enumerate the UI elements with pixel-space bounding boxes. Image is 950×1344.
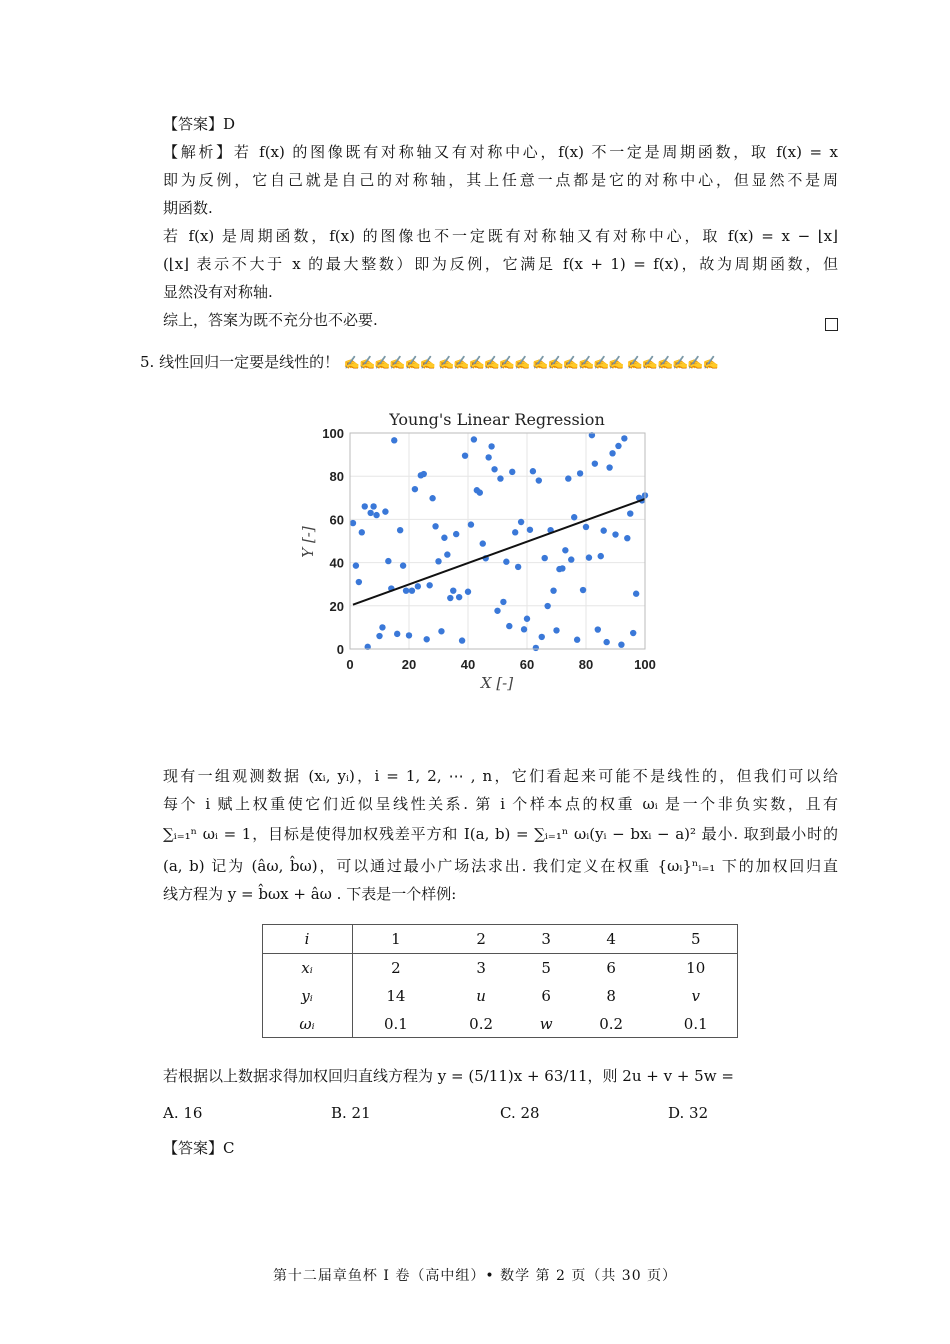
question-answer: 【答案】C — [163, 1139, 235, 1157]
table-cell: yᵢ — [262, 982, 353, 1010]
data-point — [544, 603, 550, 609]
table-header-cell: 5 — [653, 924, 738, 954]
data-point — [379, 624, 385, 630]
data-point — [362, 503, 368, 509]
x-tick-label: 0 — [346, 657, 354, 672]
data-point — [406, 632, 412, 638]
data-point — [630, 630, 636, 636]
table-cell: 5 — [541, 959, 551, 977]
data-point — [568, 556, 574, 562]
data-point — [562, 547, 568, 553]
data-point — [373, 512, 379, 518]
data-point — [515, 564, 521, 570]
table-cell: u — [476, 987, 486, 1005]
data-point — [583, 524, 589, 530]
data-point — [627, 510, 633, 516]
body-line: 每个 i 赋上权重使它们近似呈线性关系. 第 i 个样本点的权重 ωᵢ 是一个非负实数，且有 — [163, 795, 838, 813]
table-cell: 0.2 — [469, 1015, 494, 1033]
table-cell: ωᵢ — [262, 1010, 353, 1038]
x-tick-label: 40 — [460, 657, 476, 672]
data-point — [403, 587, 409, 593]
data-point — [450, 587, 456, 593]
data-point — [385, 558, 391, 564]
writing-hand-icons: ✍✍✍✍✍✍ ✍✍✍✍✍✍ ✍✍✍✍✍✍ ✍✍✍✍✍✍ — [343, 356, 718, 371]
analysis-line: 综上，答案为既不充分也不必要. — [163, 311, 378, 329]
data-point — [601, 527, 607, 533]
data-point — [530, 468, 536, 474]
table-cell: 10 — [686, 959, 706, 977]
option-d[interactable]: D. 32 — [668, 1104, 709, 1122]
data-point — [550, 587, 556, 593]
data-point — [485, 454, 491, 460]
data-point — [453, 531, 459, 537]
data-point — [468, 521, 474, 527]
data-point — [595, 626, 601, 632]
data-point — [424, 636, 430, 642]
table-cell: 0.2 — [599, 1015, 624, 1033]
data-point — [494, 608, 500, 614]
table-cell: xᵢ — [262, 954, 353, 983]
table-row — [262, 954, 738, 983]
x-tick-label: 60 — [519, 657, 535, 672]
data-point — [438, 628, 444, 634]
data-point — [565, 475, 571, 481]
body-line: ∑ᵢ₌₁ⁿ ωᵢ = 1，目标是使得加权残差平方和 I(a, b) = ∑ᵢ₌₁ⁿ ωᵢ(yᵢ − bxᵢ − a)² 最小. 取到最小时的 — [163, 825, 838, 843]
data-point — [367, 510, 373, 516]
x-tick-label: 100 — [634, 657, 656, 672]
data-point — [527, 527, 533, 533]
data-point — [533, 645, 539, 651]
table-header-cell: 3 — [523, 924, 569, 954]
table-header-cell: 4 — [569, 924, 654, 954]
page-footer: 第十二届章鱼杯 I 卷（高中组）• 数学 第 2 页（共 30 页） — [272, 1268, 678, 1284]
data-point — [456, 594, 462, 600]
data-point — [612, 531, 618, 537]
data-point — [400, 562, 406, 568]
body-line: 线方程为 y = b̂ωx + âω . 下表是一个样例: — [163, 885, 457, 903]
regression-line — [353, 499, 645, 605]
data-point — [359, 529, 365, 535]
table-cell: 8 — [606, 987, 616, 1005]
data-point — [571, 514, 577, 520]
x-axis-label: X [-] — [480, 674, 514, 692]
data-point — [539, 634, 545, 640]
analysis-line: 即为反例，它自己就是自己的对称轴，其上任意一点都是它的对称中心，但显然不是周 — [163, 171, 838, 189]
data-point — [586, 554, 592, 560]
data-point — [397, 527, 403, 533]
data-point — [394, 631, 400, 637]
data-point — [609, 450, 615, 456]
table-header-cell: i — [262, 924, 353, 954]
data-point — [536, 477, 542, 483]
data-point — [353, 562, 359, 568]
data-point — [621, 435, 627, 441]
table-cell: w — [539, 1015, 553, 1033]
data-point — [391, 437, 397, 443]
x-tick-label: 80 — [578, 657, 594, 672]
data-point — [429, 495, 435, 501]
data-point — [509, 469, 515, 475]
data-point — [615, 443, 621, 449]
data-point — [618, 641, 624, 647]
data-point — [415, 583, 421, 589]
data-point — [421, 471, 427, 477]
data-point — [624, 535, 630, 541]
data-point — [577, 470, 583, 476]
data-point — [580, 587, 586, 593]
chart-title: Young's Linear Regression — [389, 410, 605, 429]
y-tick-label: 0 — [336, 642, 344, 657]
data-point — [459, 637, 465, 643]
data-point — [462, 452, 468, 458]
scatter-chart — [295, 402, 665, 694]
table-cell: 6 — [606, 959, 616, 977]
question-prompt: 若根据以上数据求得加权回归直线方程为 y = (5/11)x + 63/11，则 2u + v + 5w = — [163, 1067, 734, 1085]
table-cell: 2 — [391, 959, 401, 977]
data-point — [426, 582, 432, 588]
option-c[interactable]: C. 28 — [500, 1104, 540, 1122]
table-cell: v — [691, 987, 700, 1005]
data-point — [559, 565, 565, 571]
table-header-cell: 1 — [353, 924, 439, 954]
x-tick-label: 20 — [401, 657, 417, 672]
data-point — [370, 503, 376, 509]
data-point — [432, 523, 438, 529]
data-point — [542, 555, 548, 561]
table-row — [262, 982, 738, 1010]
data-point — [409, 587, 415, 593]
body-line: 现有一组观测数据 (xᵢ, yᵢ)，i = 1, 2, ⋯ , n，它们看起来可能不是线性的，但我们可以给 — [163, 767, 838, 785]
table-cell: 3 — [476, 959, 486, 977]
data-point — [503, 559, 509, 565]
data-point — [491, 466, 497, 472]
table-cell: 6 — [541, 987, 551, 1005]
data-point — [376, 633, 382, 639]
table-cell: 0.1 — [683, 1015, 708, 1033]
data-point — [518, 519, 524, 525]
data-point — [603, 639, 609, 645]
option-a[interactable]: A. 16 — [163, 1104, 203, 1122]
data-point — [471, 436, 477, 442]
y-tick-label: 40 — [329, 555, 344, 571]
data-point — [356, 579, 362, 585]
question-title-row — [140, 352, 718, 374]
data-point — [441, 535, 447, 541]
data-point — [350, 520, 356, 526]
prev-answer: 【答案】D — [163, 115, 236, 133]
y-tick-label: 80 — [329, 469, 344, 485]
data-point — [524, 616, 530, 622]
y-tick-label: 20 — [329, 598, 344, 614]
analysis-line: 若 f(x) 是周期函数，f(x) 的图像也不一定既有对称轴又有对称中心，取 f(x) = x − ⌊x⌋ — [163, 227, 838, 245]
data-point — [465, 589, 471, 595]
data-point — [574, 637, 580, 643]
analysis-line: (⌊x⌋ 表示不大于 x 的最大整数）即为反例，它满足 f(x + 1) = f(x)，故为周期函数，但 — [163, 255, 838, 273]
data-point — [500, 599, 506, 605]
data-point — [521, 626, 527, 632]
y-tick-label: 100 — [322, 426, 344, 441]
plot-frame — [350, 433, 645, 649]
body-line: (a, b) 记为 (âω, b̂ω)，可以通过最小广场法求出. 我们定义在权重 {ωᵢ}ⁿᵢ₌₁ 下的加权回归直 — [163, 857, 838, 875]
data-point — [382, 508, 388, 514]
table-header-row — [262, 924, 738, 954]
table-cell: 14 — [386, 987, 406, 1005]
table-row — [262, 1010, 738, 1038]
data-point — [444, 551, 450, 557]
data-point — [488, 443, 494, 449]
table-cell: 0.1 — [383, 1015, 408, 1033]
question-title: 5. 线性回归一定要是线性的！ — [140, 353, 340, 371]
data-point — [435, 558, 441, 564]
data-point — [412, 486, 418, 492]
y-tick-label: 60 — [329, 512, 344, 528]
data-point — [592, 460, 598, 466]
data-point — [497, 475, 503, 481]
option-b[interactable]: B. 21 — [331, 1104, 371, 1122]
data-point — [480, 540, 486, 546]
data-point — [598, 553, 604, 559]
analysis-line: 显然没有对称轴. — [163, 283, 273, 301]
analysis-line: 期函数. — [163, 199, 213, 217]
sample-table — [262, 924, 738, 1038]
table-header-cell: 2 — [439, 924, 524, 954]
data-point — [447, 595, 453, 601]
data-point — [553, 627, 559, 633]
analysis-line: 【解析】若 f(x) 的图像既有对称轴又有对称中心，f(x) 不一定是周期函数，取 f(x) = x — [163, 143, 838, 161]
data-point — [606, 464, 612, 470]
qed-box-icon — [825, 318, 838, 331]
data-point — [512, 529, 518, 535]
data-point — [477, 489, 483, 495]
data-point — [506, 623, 512, 629]
y-axis-label: Y [-] — [299, 526, 317, 558]
data-point — [633, 591, 639, 597]
